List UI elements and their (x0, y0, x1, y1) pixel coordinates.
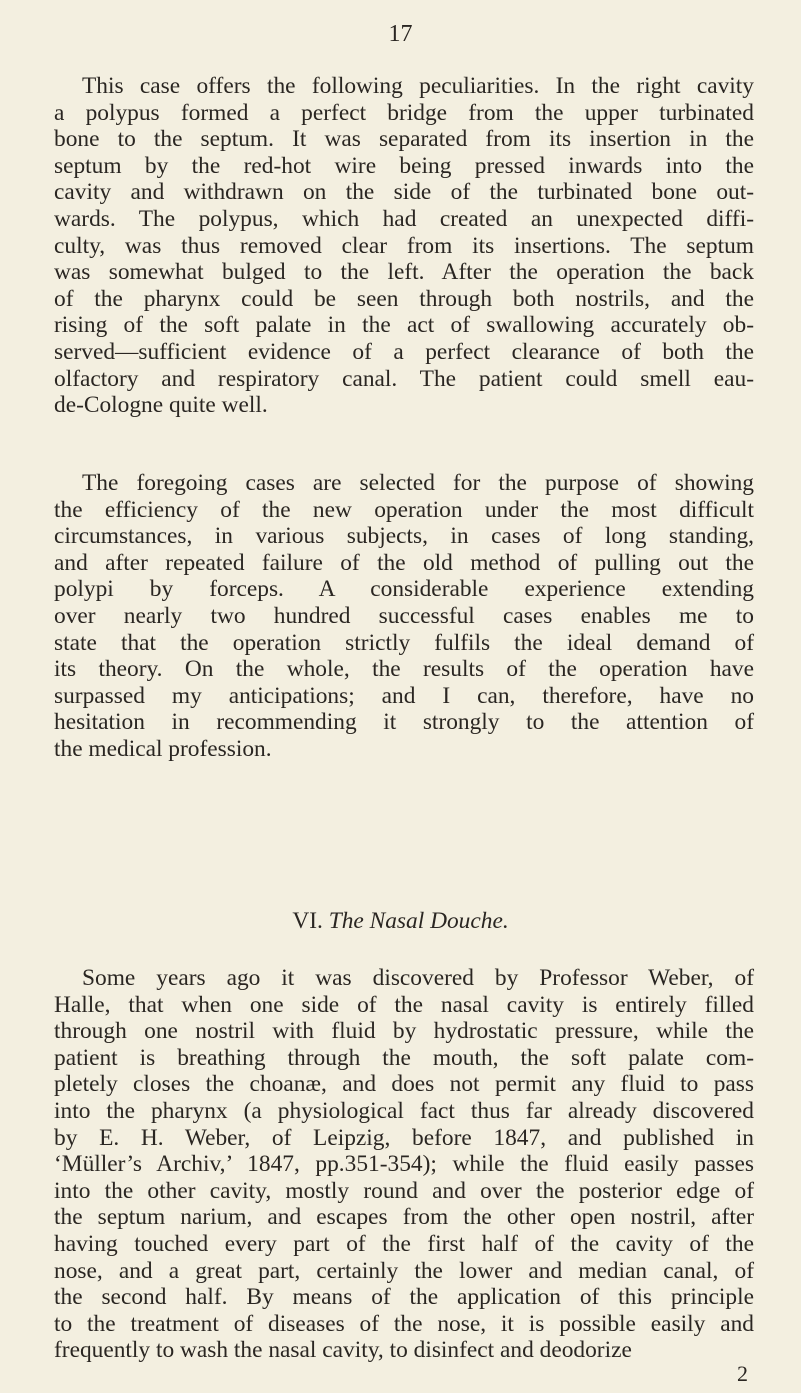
text-line: over nearly two hundred successful cases enables me to (54, 602, 754, 629)
text-line: culty, was thus removed clear from its insertions. The septum (54, 232, 754, 259)
text-line: to the treatment of diseases of the nose, it is possible easily and (54, 1310, 754, 1337)
text-line: Halle, that when one side of the nasal cavity is entirely filled (54, 991, 754, 1018)
section-heading (0, 907, 801, 935)
text-line: through one nostril with fluid by hydrostatic pressure, while the (54, 1018, 754, 1045)
text-line: and after repeated failure of the old method of pulling out the (54, 549, 754, 576)
text-line: bone to the septum. It was separated from its insertion in the (54, 126, 754, 153)
text-line: wards. The polypus, which had created an unexpected diffi- (54, 205, 754, 232)
page-number: 17 (388, 21, 413, 47)
signature-mark: 2 (737, 1361, 748, 1386)
paragraph-nasal-douche (54, 965, 754, 1364)
text-line: into the other cavity, mostly round and over the posterior edge of (54, 1177, 754, 1204)
text-line: by E. H. Weber, of Leipzig, before 1847, and published in (54, 1124, 754, 1151)
text-line: rising of the soft palate in the act of swallowing accurately ob- (54, 312, 754, 339)
text-line: Some years ago it was discovered by Professor Weber, of (82, 965, 754, 991)
text-line: of the pharynx could be seen through both nostrils, and the (54, 285, 754, 312)
text-line: pletely closes the choanæ, and does not permit any fluid to pass (54, 1071, 754, 1098)
text-line: into the pharynx (a physiological fact thus far already discovered (54, 1097, 754, 1124)
paragraph-polypus-case (54, 73, 754, 419)
text-line: septum by the red-hot wire being pressed inwards into the (54, 152, 754, 179)
text-line: olfactory and respiratory canal. The patient could smell eau- (54, 365, 754, 392)
text-line: de-Cologne quite well. (54, 392, 268, 419)
text-line: surpassed my anticipations; and I can, therefore, have no (54, 682, 754, 709)
text-line: the medical profession. (54, 735, 272, 762)
text-line: polypi by forceps. A considerable experience extending (54, 576, 754, 603)
text-line: ‘Müller’s Archiv,’ 1847, pp.351-354); while the fluid easily passes (54, 1151, 754, 1178)
text-line: having touched every part of the first half of the cavity of the (54, 1230, 754, 1257)
text-line: a polypus formed a perfect bridge from the upper turbinated (54, 99, 754, 126)
text-line: the second half. By means of the application of this principle (54, 1284, 754, 1311)
text-line: The foregoing cases are selected for the purpose of showing (82, 470, 754, 496)
text-line: cavity and withdrawn on the side of the turbinated bone out- (54, 179, 754, 206)
text-line: patient is breathing through the mouth, the soft palate com- (54, 1044, 754, 1071)
text-line: hesitation in recommending it strongly to the attention of (54, 709, 754, 736)
text-line: the efficiency of the new operation under the most difficult (54, 496, 754, 523)
text-line: its theory. On the whole, the results of the operation have (54, 656, 754, 683)
text-line: This case offers the following peculiarities. In the right cavity (82, 73, 754, 99)
text-line: frequently to wash the nasal cavity, to disinfect and deodorize (54, 1337, 632, 1364)
text-line: circumstances, in various subjects, in cases of long standing, (54, 523, 754, 550)
text-line: nose, and a great part, certainly the lower and median canal, of (54, 1257, 754, 1284)
section-number: VI. (292, 908, 323, 934)
section-title: The Nasal Douche. (328, 908, 509, 934)
paragraph-foregoing-cases (54, 470, 754, 763)
text-line: the septum narium, and escapes from the other open nostril, after (54, 1204, 754, 1231)
text-line: state that the operation strictly fulfils the ideal demand of (54, 629, 754, 656)
text-line: was somewhat bulged to the left. After the operation the back (54, 259, 754, 286)
text-line: served—sufficient evidence of a perfect clearance of both the (54, 338, 754, 365)
